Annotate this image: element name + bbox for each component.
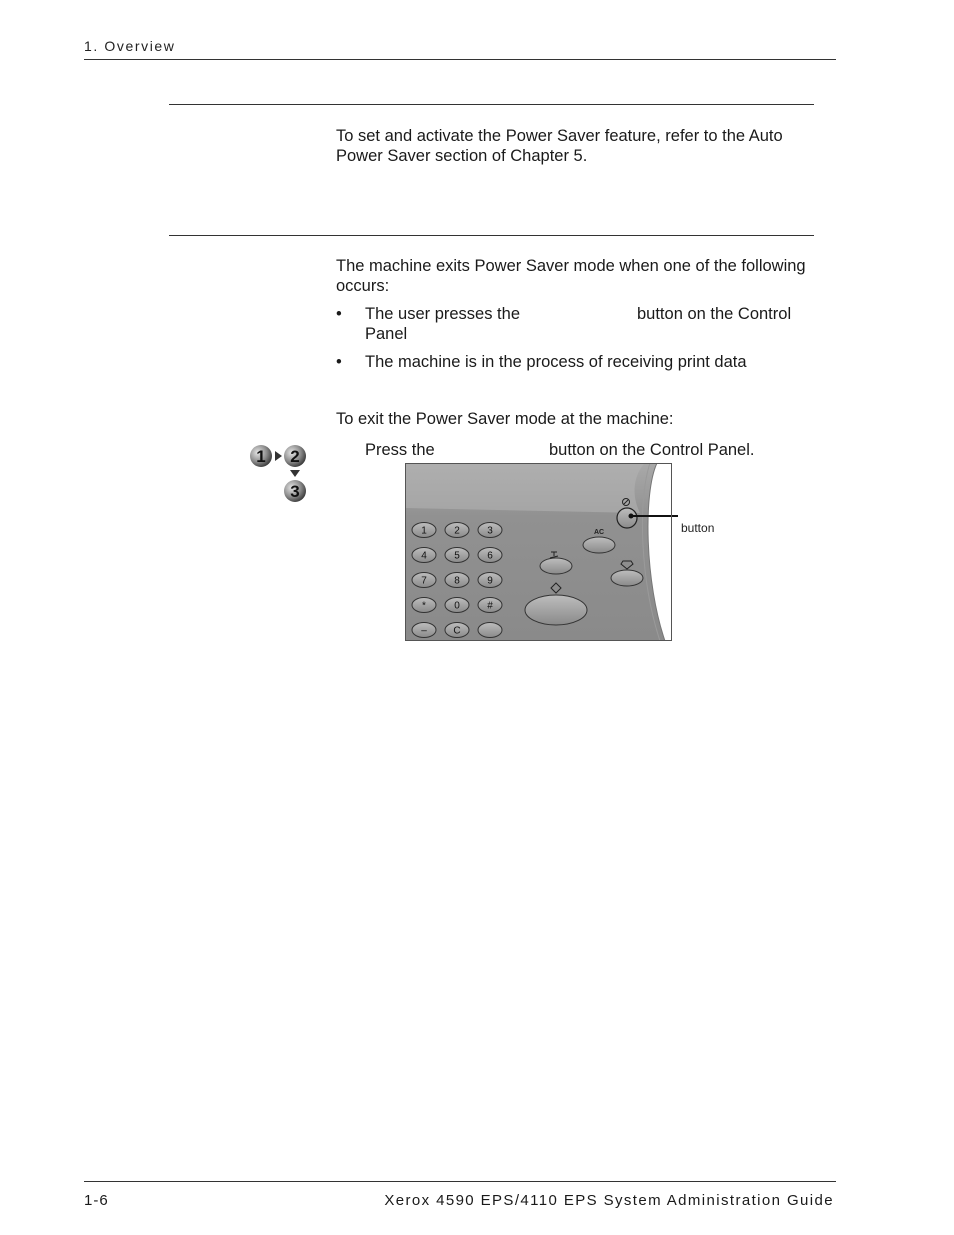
exit-intro-line1: The machine exits Power Saver mode when one of the following (336, 257, 806, 275)
keypad-key-label: 7 (421, 575, 427, 587)
start-button (525, 595, 587, 625)
keypad-key-label: # (487, 600, 493, 612)
control-panel-illustration (405, 463, 672, 641)
power-saver-button (617, 508, 637, 528)
callout-leader (672, 514, 678, 518)
keypad-key-label: – (421, 625, 427, 637)
power-saver-callout-label: button (681, 521, 715, 535)
keypad-key-label: C (453, 625, 461, 637)
keypad-key-label: 2 (454, 525, 460, 537)
keypad-key-label: 3 (487, 525, 493, 537)
exit-intro-line2: occurs: (336, 277, 390, 295)
stop-button (611, 570, 643, 586)
step-digit-2: 2 (290, 447, 300, 466)
step-text-part1: Press the (365, 441, 435, 459)
interrupt-button (540, 558, 572, 574)
bullet1-text-part3: Panel (365, 325, 408, 343)
footer-divider (84, 1181, 836, 1182)
steps-123-icon (246, 440, 312, 506)
bullet2-text: The machine is in the process of receiving print data (365, 353, 747, 371)
guide-title: Xerox 4590 EPS/4110 EPS System Administration Guide (384, 1192, 834, 1209)
keypad-key-label: * (422, 600, 426, 612)
step-digit-1: 1 (256, 447, 266, 466)
keypad-key-label: 1 (421, 525, 427, 537)
header-divider (84, 59, 836, 60)
power-saver-reference-paragraph: To set and activate the Power Saver feature, refer to the Auto Power Saver section of Chapter 5. (336, 127, 783, 165)
step-text-part2: button on the Control Panel. (549, 441, 755, 459)
clear-all-button (583, 537, 615, 553)
bullet1-text-part2: button on the Control (637, 305, 792, 323)
keypad-key-label: 4 (421, 550, 427, 562)
bullet1-text-part1: The user presses the (365, 305, 520, 323)
keypad-key (478, 623, 502, 638)
running-header: 1. Overview (84, 38, 176, 54)
keypad-key-label: 5 (454, 550, 460, 562)
bullet-marker-2: • (336, 353, 342, 371)
keypad-key-label: 6 (487, 550, 493, 562)
section-divider-1 (169, 104, 814, 105)
keypad-key-label: 9 (487, 575, 493, 587)
step-digit-3: 3 (290, 482, 300, 501)
keypad-key-label: 8 (454, 575, 460, 587)
section-divider-2 (169, 235, 814, 236)
keypad-key-label: 0 (454, 600, 460, 612)
ac-label: AC (593, 529, 605, 536)
exit-instruction: To exit the Power Saver mode at the machine: (336, 410, 674, 428)
bullet-marker-1: • (336, 305, 342, 323)
page-number: 1-6 (84, 1192, 109, 1209)
